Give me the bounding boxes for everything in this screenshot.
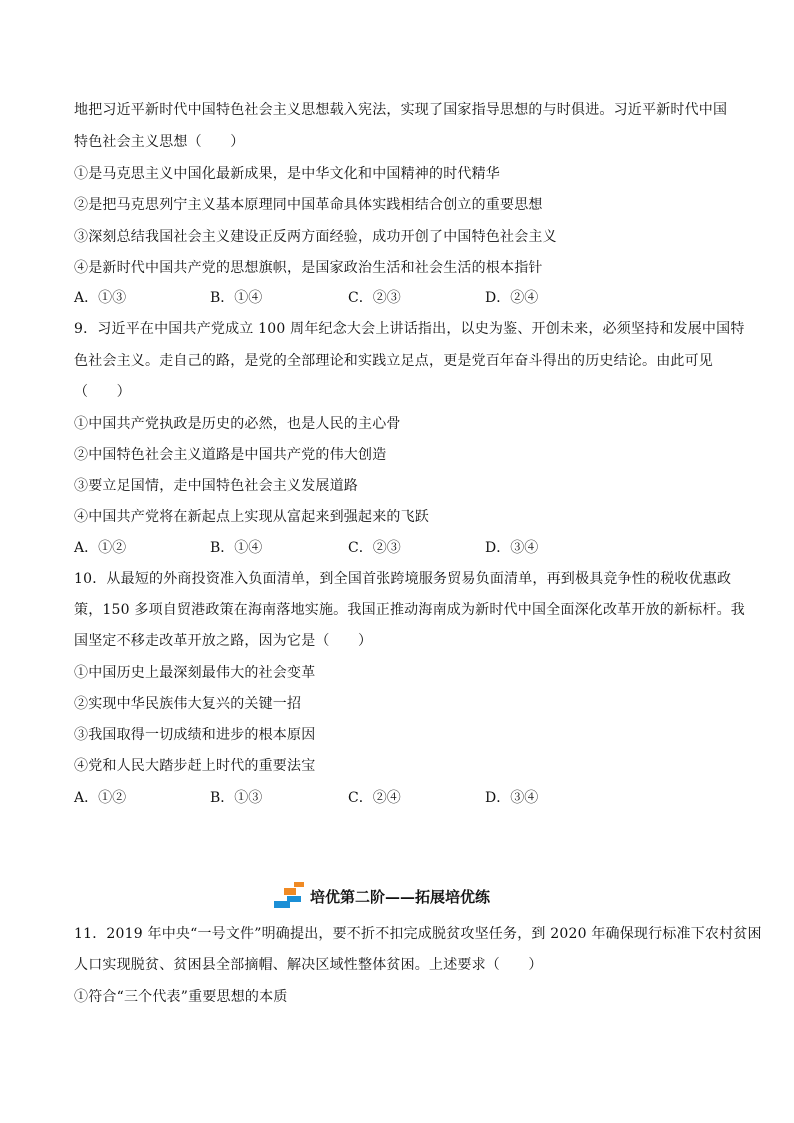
option-b[interactable]: B．①③ xyxy=(210,790,263,806)
option-a[interactable]: A．①② xyxy=(74,540,127,556)
question-10-statement-1: ①中国历史上最深刻最伟大的社会变革 xyxy=(74,665,316,681)
question-8-text-line: 地把习近平新时代中国特色社会主义思想载入宪法，实现了国家指导思想的与时俱进。习近平新时代中国 xyxy=(74,102,728,118)
question-10-statement-4: ④党和人民大踏步赶上时代的重要法宝 xyxy=(74,758,316,774)
option-c[interactable]: C．②④ xyxy=(348,790,401,806)
option-d[interactable]: D．②④ xyxy=(485,290,539,306)
option-b[interactable]: B．①④ xyxy=(210,540,263,556)
option-a[interactable]: A．①③ xyxy=(74,290,127,306)
question-9-statement-3: ③要立足国情，走中国特色社会主义发展道路 xyxy=(74,478,358,494)
section-header xyxy=(274,882,574,912)
question-9-text-line: 色社会主义。走自己的路，是党的全部理论和实践立足点，更是党百年奋斗得出的历史结论。由此可见 xyxy=(74,353,713,369)
question-10-options xyxy=(74,789,734,807)
section-title: 培优第二阶——拓展培优练 xyxy=(310,888,491,906)
question-8-statement-3: ③深刻总结我国社会主义建设正反两方面经验，成功开创了中国特色社会主义 xyxy=(74,229,557,245)
question-9-statement-1: ①中国共产党执政是历史的必然，也是人民的主心骨 xyxy=(74,416,401,432)
question-10-statement-2: ②实现中华民族伟大复兴的关键一招 xyxy=(74,696,302,712)
option-d[interactable]: D．③④ xyxy=(485,540,539,556)
option-c[interactable]: C．②③ xyxy=(348,540,401,556)
question-8-statement-1: ①是马克思主义中国化最新成果，是中华文化和中国精神的时代精华 xyxy=(74,166,500,182)
question-8-text-line: 特色社会主义思想（ ） xyxy=(74,134,245,150)
question-10-text-line: 10．从最短的外商投资准入负面清单，到全国首张跨境服务贸易负面清单，再到极具竞争性的税收优惠政 xyxy=(74,571,732,587)
question-11-statement-1: ①符合“三个代表”重要思想的本质 xyxy=(74,989,288,1005)
question-9-statement-2: ②中国特色社会主义道路是中国共产党的伟大创造 xyxy=(74,447,387,463)
question-8-statement-4: ④是新时代中国共产党的思想旗帜，是国家政治生活和社会生活的根本指针 xyxy=(74,260,543,276)
question-9-options xyxy=(74,539,734,557)
option-d[interactable]: D．③④ xyxy=(485,790,539,806)
question-9-text-line: （ ） xyxy=(74,384,131,400)
question-11-text-line: 11．2019 年中央“一号文件”明确提出，要不折不扣完成脱贫攻坚任务，到 2020 年确保现行标准下农村贫困 xyxy=(74,926,762,942)
question-8-statement-2: ②是把马克思列宁主义基本原理同中国革命具体实践相结合创立的重要思想 xyxy=(74,197,543,213)
question-8-options xyxy=(74,289,734,307)
option-a[interactable]: A．①② xyxy=(74,790,127,806)
question-11-text-line: 人口实现脱贫、贫困县全部摘帽、解决区域性整体贫困。上述要求（ ） xyxy=(74,957,543,973)
option-b[interactable]: B．①④ xyxy=(210,290,263,306)
option-c[interactable]: C．②③ xyxy=(348,290,401,306)
question-10-statement-3: ③我国取得一切成绩和进步的根本原因 xyxy=(74,727,316,743)
question-9-statement-4: ④中国共产党将在新起点上实现从富起来到强起来的飞跃 xyxy=(74,509,429,525)
question-10-text-line: 国坚定不移走改革开放之路，因为它是（ ） xyxy=(74,633,373,649)
question-10-text-line: 策，150 多项自贸港政策在海南落地实施。我国正推动海南成为新时代中国全面深化改革开放的新标杆。我 xyxy=(74,602,745,618)
question-9-text-line: 9．习近平在中国共产党成立 100 周年纪念大会上讲话指出，以史为鉴、开创未来，必须坚持和发展中国特 xyxy=(74,321,745,337)
stacked-blocks-icon xyxy=(274,882,308,908)
